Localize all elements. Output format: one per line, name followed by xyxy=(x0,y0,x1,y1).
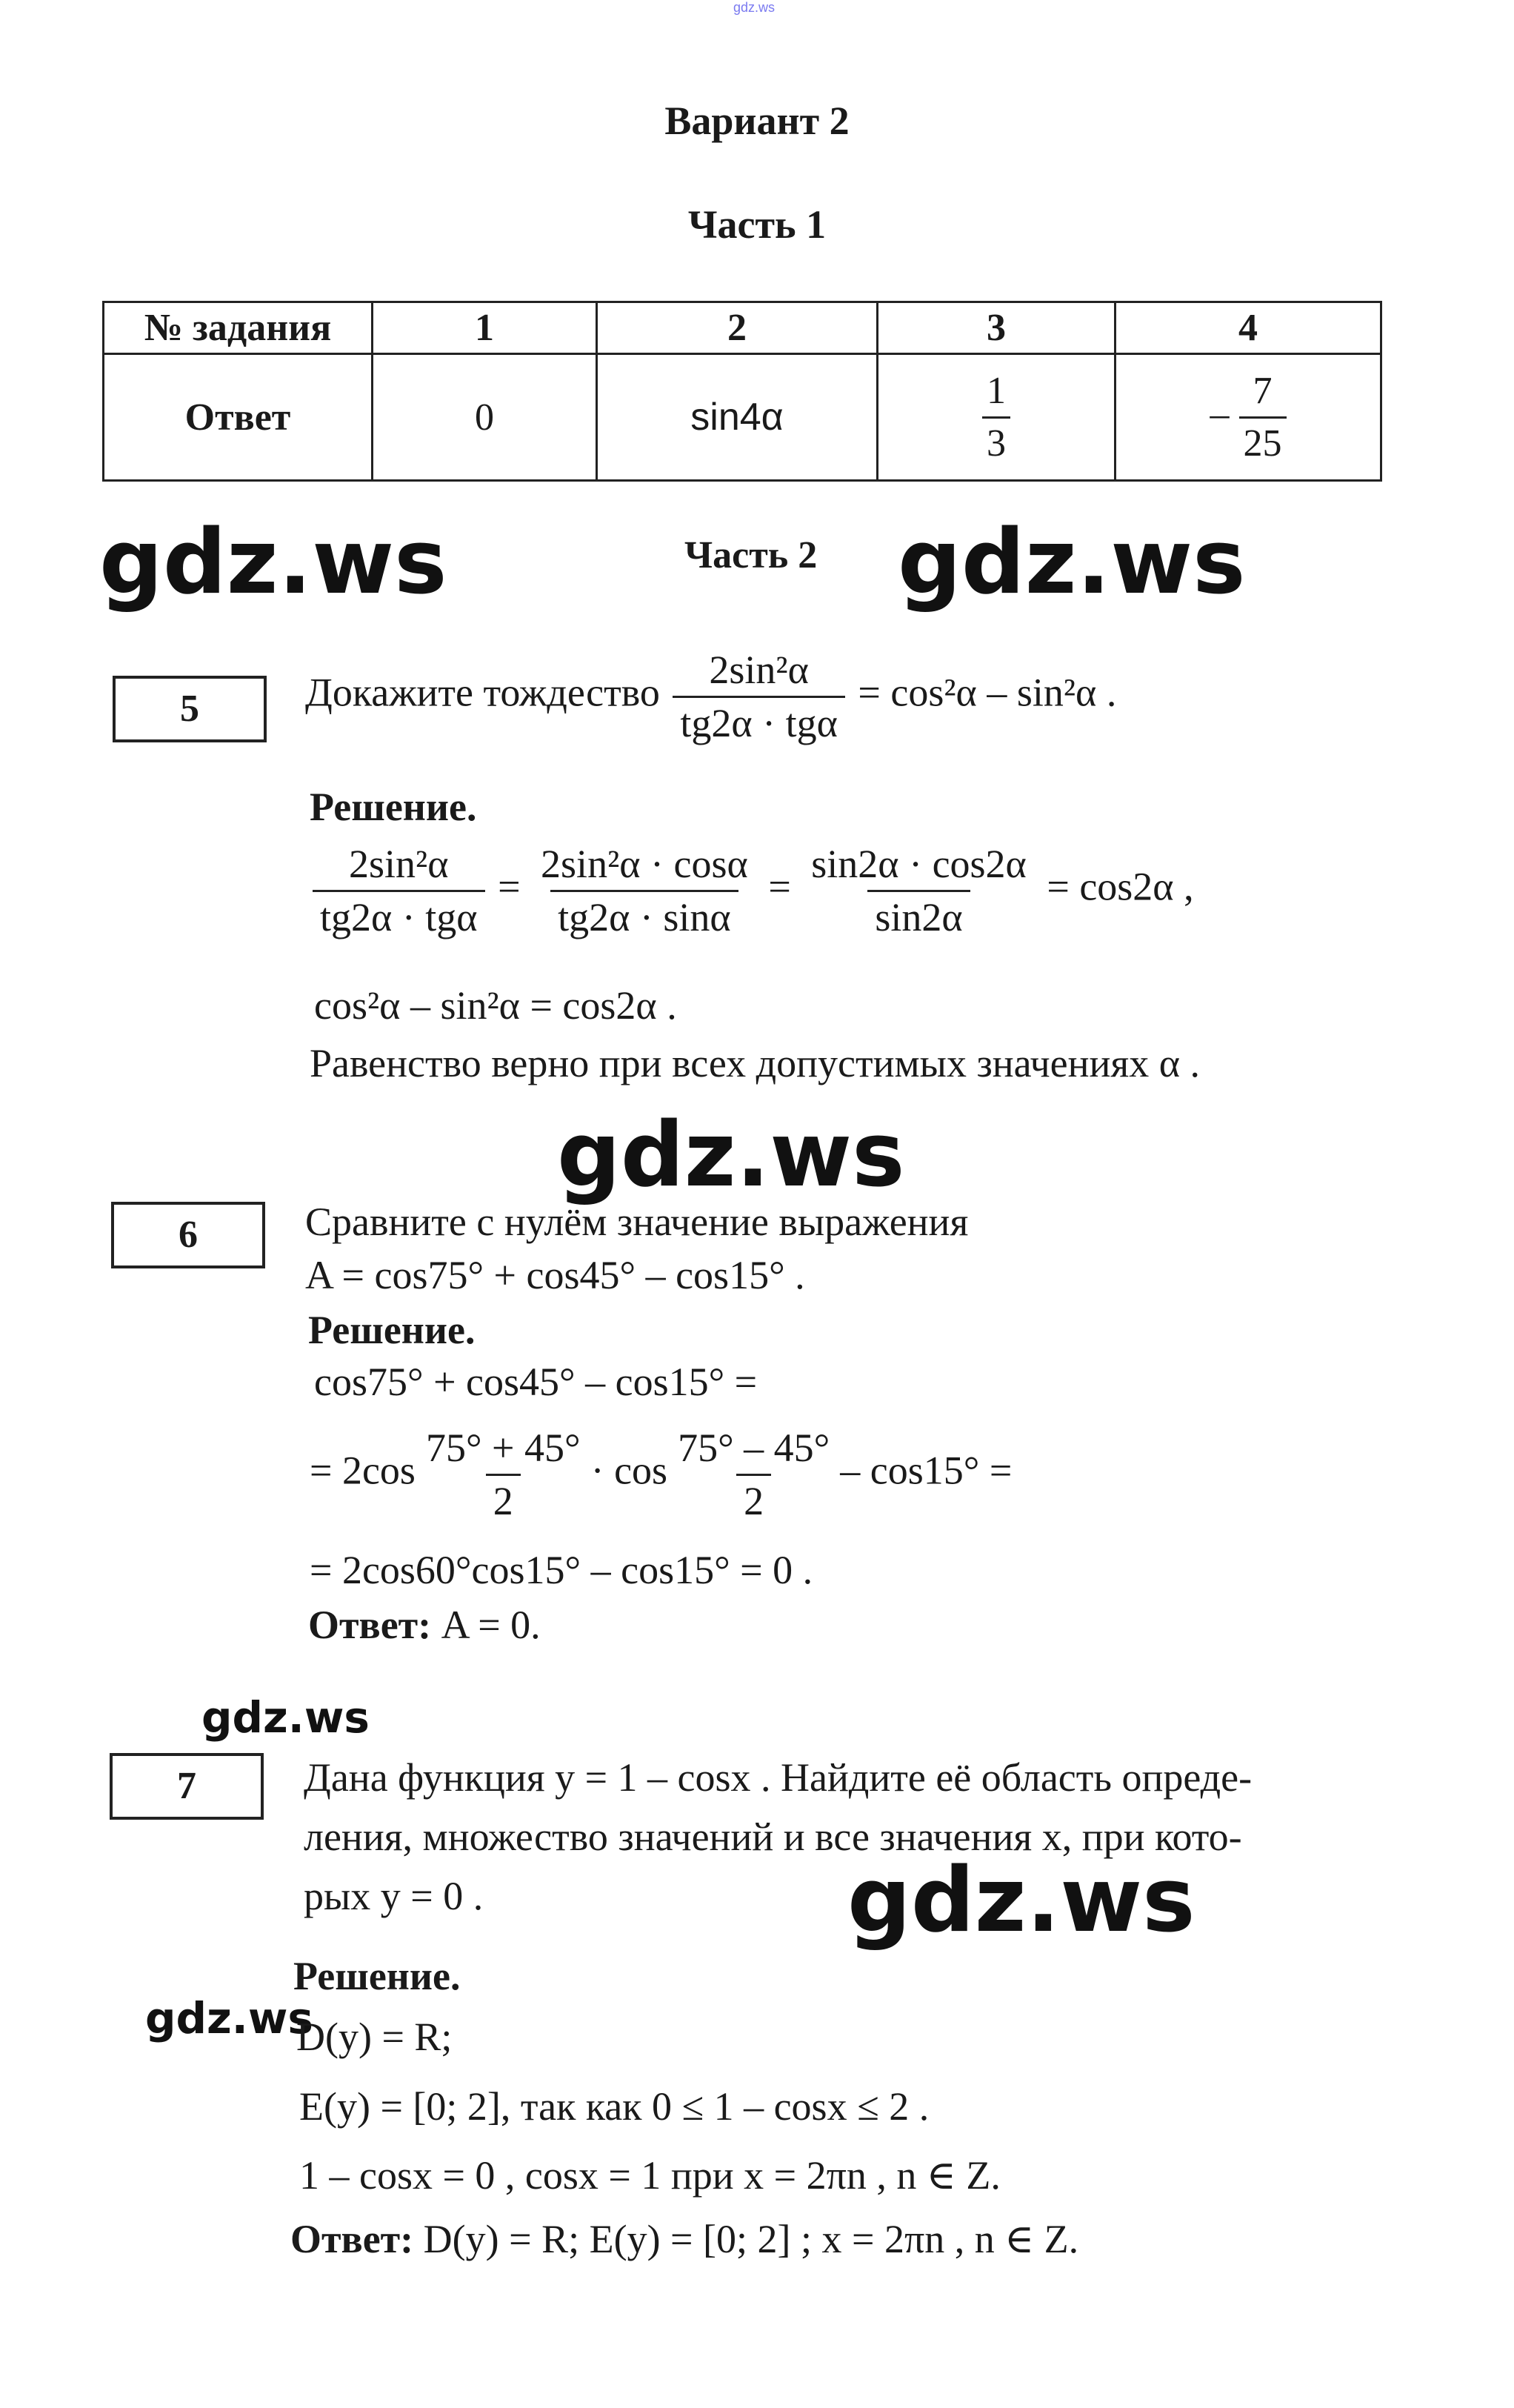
answer-4 xyxy=(1116,354,1381,481)
watermark: gdz.ws xyxy=(898,511,1246,614)
task6-step1: cos75° + cos45° – cos15° = xyxy=(314,1360,758,1404)
minus-sign: – xyxy=(1210,392,1230,435)
task5-statement xyxy=(305,649,1116,744)
task5-prompt: Докажите тождество xyxy=(305,670,660,715)
solution-label: Решение. xyxy=(308,1308,476,1352)
task5-line2: cos²α – sin²α = cos2α . xyxy=(314,983,677,1028)
fraction-den: 25 xyxy=(1239,416,1287,463)
task7-prompt3: рых y = 0 . xyxy=(304,1874,484,1918)
task7-prompt2: ления, множество значений и все значения x, при кото- xyxy=(304,1815,1242,1859)
fraction-den: 3 xyxy=(982,416,1010,463)
site-mark-top: gdz.ws xyxy=(733,0,776,15)
task5-chain xyxy=(310,843,1194,938)
table-answer-row xyxy=(104,354,1381,481)
equals: = xyxy=(768,864,791,909)
watermark: gdz.ws xyxy=(557,1104,905,1207)
variant-title: Вариант 2 xyxy=(664,99,850,143)
task6-step2-c: – cos15° = xyxy=(840,1448,1013,1493)
answer-value: A = 0. xyxy=(441,1603,541,1647)
task6-step2-b: · cos xyxy=(590,1448,668,1493)
task-number-box: 6 xyxy=(111,1202,265,1268)
answers-table xyxy=(102,301,1382,482)
task5-rhs: = cos²α – sin²α . xyxy=(858,670,1117,715)
watermark: gdz.ws xyxy=(145,1993,313,2043)
task7-answer xyxy=(290,2215,1078,2262)
table-header-row xyxy=(104,302,1381,354)
fraction-num: 7 xyxy=(1253,369,1273,412)
answer-label: Ответ: xyxy=(290,2217,414,2261)
task7-step2: E(y) = [0; 2], так как 0 ≤ 1 – cosx ≤ 2 . xyxy=(299,2084,930,2129)
task7-step3: 1 – cosx = 0 , cosx = 1 при x = 2πn , n ∈ Z. xyxy=(299,2153,1001,2198)
task6-step2-a: = 2cos xyxy=(310,1448,416,1493)
fraction-den: tg2α · sinα xyxy=(550,890,738,939)
watermark: gdz.ws xyxy=(847,1849,1195,1952)
answer-1: 0 xyxy=(373,354,597,481)
fraction-num: 2sin²α · cosα xyxy=(541,842,748,886)
task5-result: = cos2α , xyxy=(1047,864,1194,909)
answer-value: D(y) = R; E(y) = [0; 2] ; x = 2πn , n ∈ Z. xyxy=(423,2217,1079,2261)
solution-label: Решение. xyxy=(310,785,477,829)
equals: = xyxy=(498,864,521,909)
solution-label: Решение. xyxy=(293,1954,461,1998)
watermark: gdz.ws xyxy=(201,1692,370,1743)
fraction-num: 2sin²α xyxy=(349,842,449,886)
answer-2: sin4α xyxy=(597,354,878,481)
task6-step2 xyxy=(310,1427,1012,1522)
fraction-num: sin2α · cos2α xyxy=(811,842,1027,886)
fraction-den: 2 xyxy=(736,1474,771,1523)
fraction-num: 75° – 45° xyxy=(678,1426,830,1470)
task6-answer xyxy=(308,1602,541,1648)
table-cell: Ответ xyxy=(104,354,373,481)
fraction-den: 2 xyxy=(486,1474,521,1523)
fraction-num: 2sin²α xyxy=(709,648,809,692)
task7-step1: D(y) = R; xyxy=(296,2015,453,2059)
fraction-num: 1 xyxy=(987,369,1006,412)
task6-prompt2: A = cos75° + cos45° – cos15° . xyxy=(305,1253,805,1297)
fraction-den: tg2α · tgα xyxy=(313,890,485,939)
task6-prompt1: Сравните с нулём значение выражения xyxy=(305,1200,969,1244)
fraction-num: 75° + 45° xyxy=(425,1426,581,1470)
task6-step3: = 2cos60°cos15° – cos15° = 0 . xyxy=(310,1548,813,1592)
task-number-box: 7 xyxy=(110,1753,264,1820)
fraction-den: sin2α xyxy=(867,890,970,939)
task5-line3: Равенство верно при всех допустимых значениях α . xyxy=(310,1041,1201,1085)
answer-3 xyxy=(878,354,1116,481)
part2-title: Часть 2 xyxy=(684,534,818,576)
watermark: gdz.ws xyxy=(99,511,447,614)
task-number-box: 5 xyxy=(113,676,267,742)
answer-label: Ответ: xyxy=(308,1603,432,1647)
table-cell: 4 xyxy=(1116,302,1381,354)
table-cell: 3 xyxy=(878,302,1116,354)
table-cell: № задания xyxy=(104,302,373,354)
table-cell: 1 xyxy=(373,302,597,354)
part1-title: Часть 1 xyxy=(687,202,827,247)
task7-prompt1: Дана функция y = 1 – cosx . Найдите её область опреде- xyxy=(304,1755,1253,1800)
fraction-den: tg2α · tgα xyxy=(673,696,845,745)
table-cell: 2 xyxy=(597,302,878,354)
